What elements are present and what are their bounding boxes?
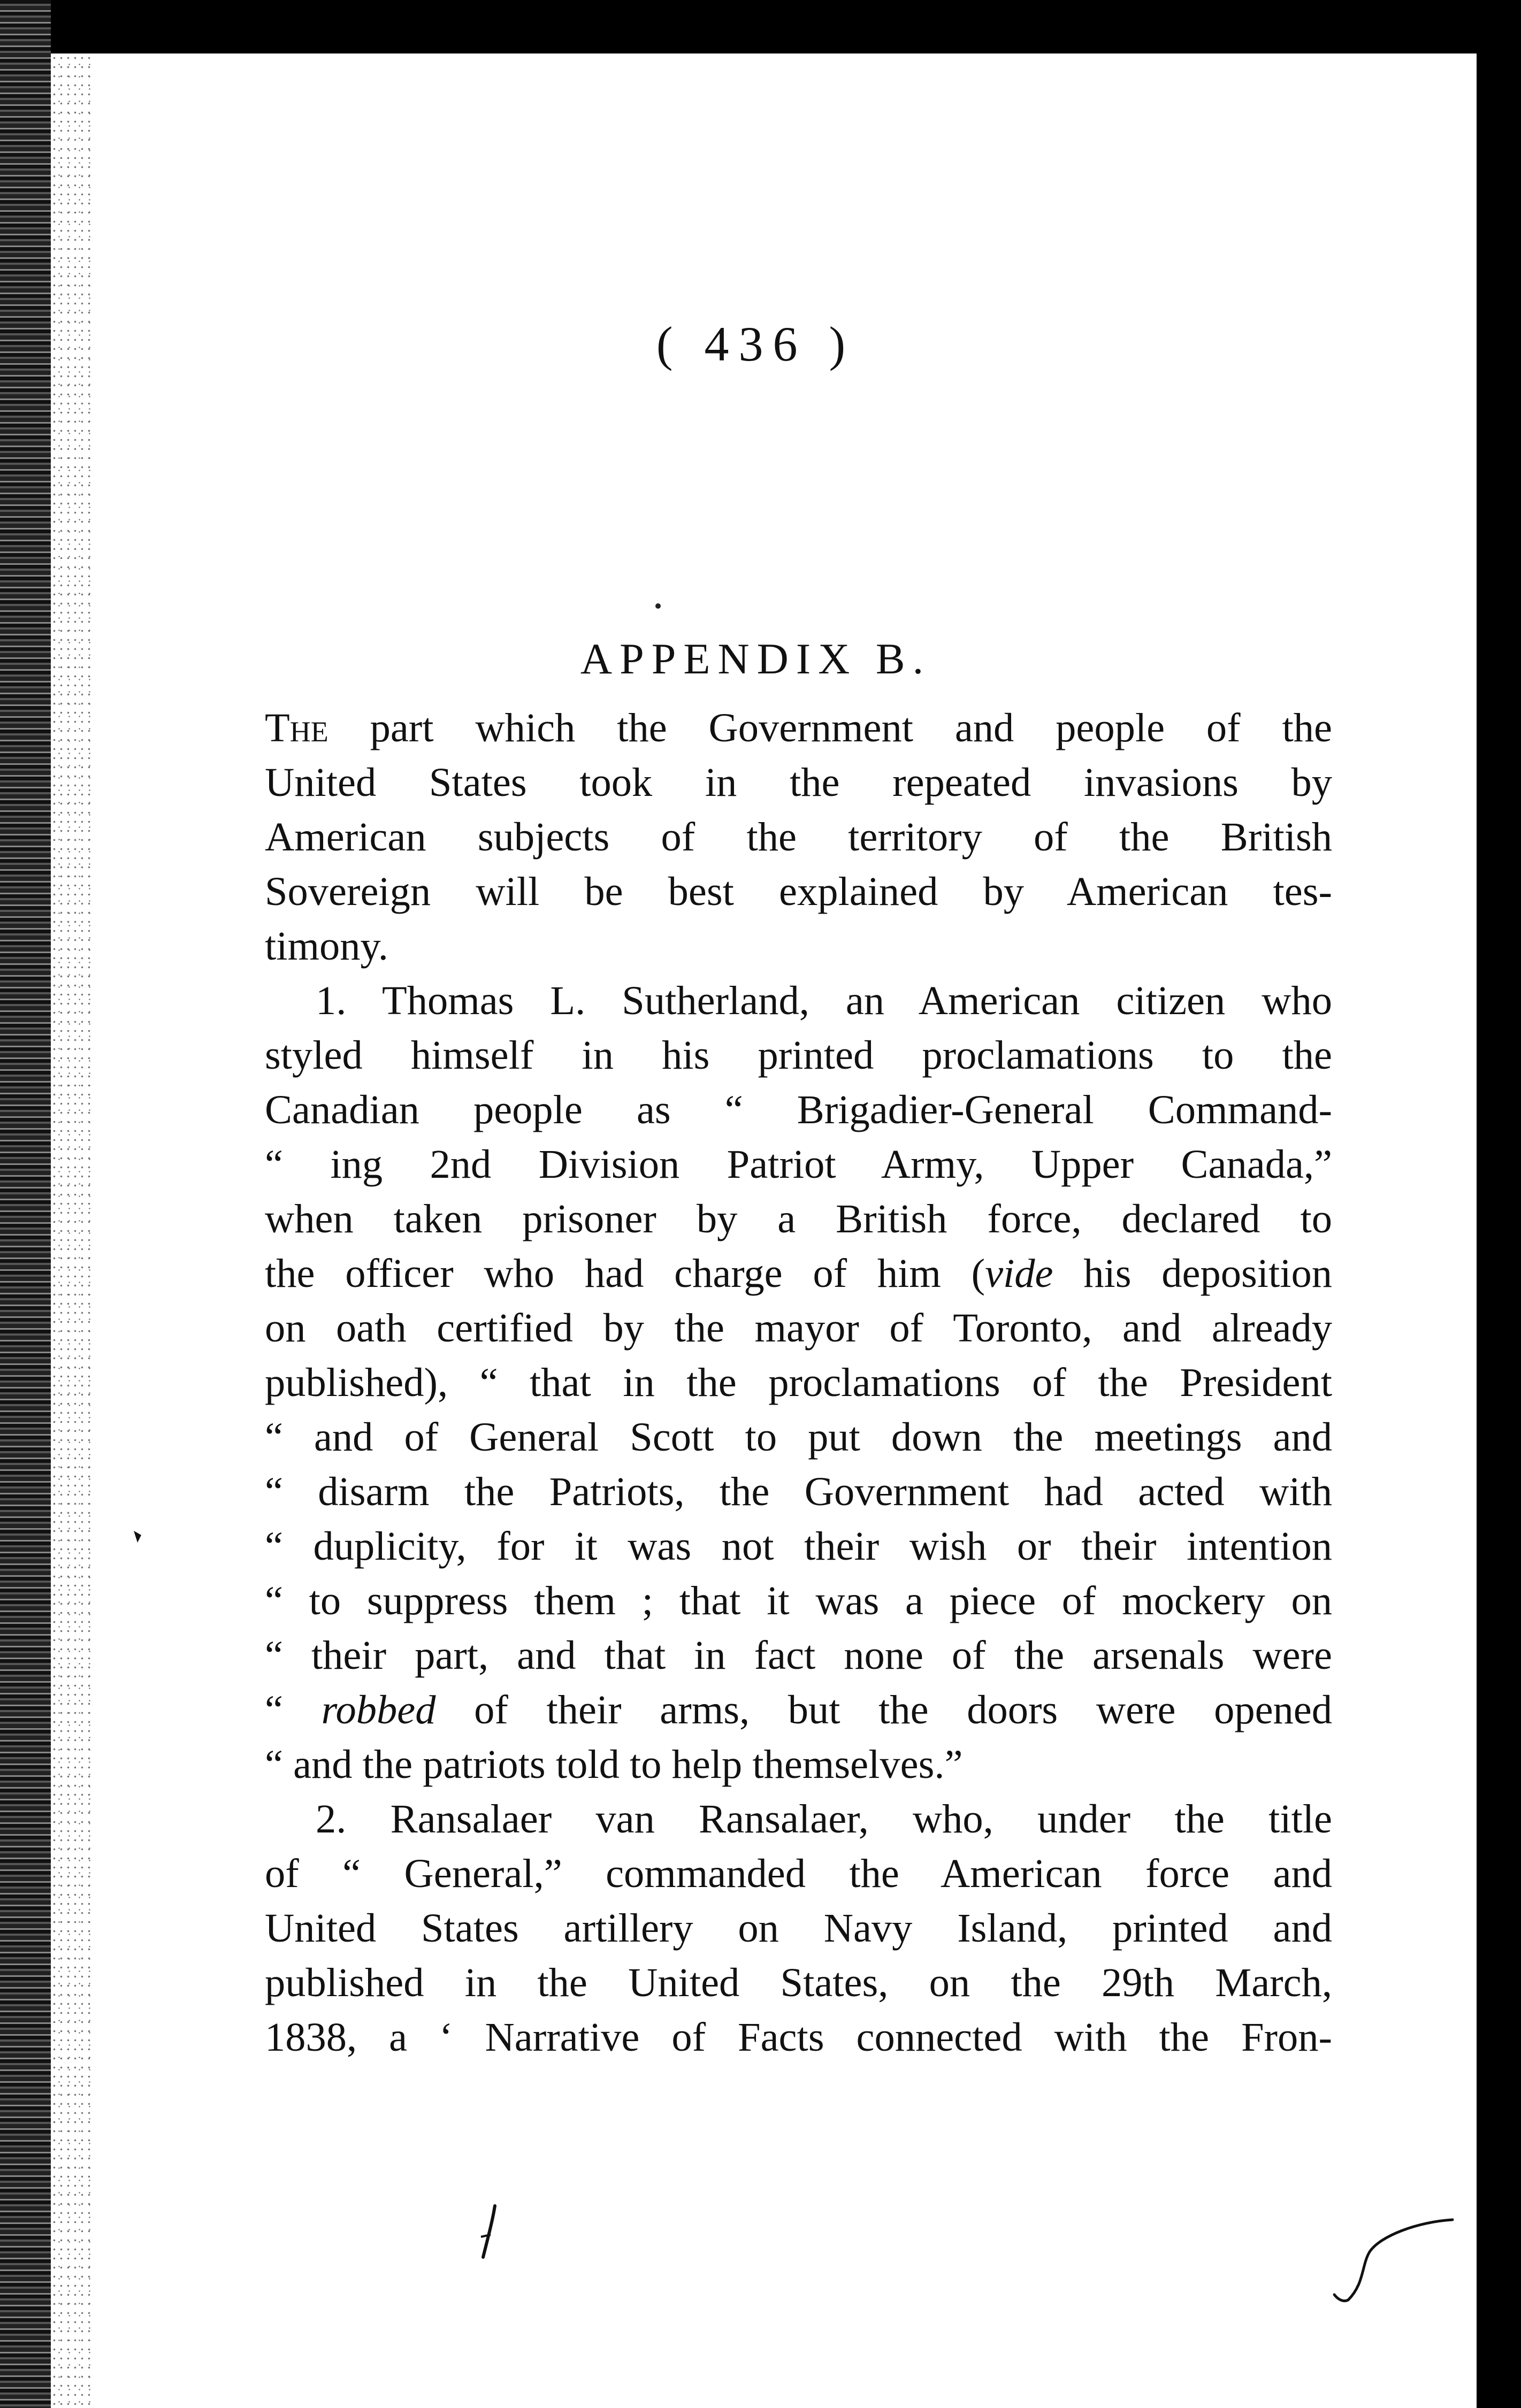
text-line: “ duplicity, for it was not their wish or their intention: [265, 1523, 1332, 1569]
text-line: [265, 1246, 1332, 1301]
pencil-flourish: [1332, 2214, 1455, 2305]
binding-gutter: [0, 0, 51, 2408]
text-line: “ their part, and that in fact none of the arsenals were: [265, 1632, 1332, 1678]
line-text: his deposition: [1053, 1251, 1333, 1296]
text-line: Canadian people as “ Brigadier-General Command-: [265, 1087, 1332, 1132]
page-number: ( 436 ): [656, 317, 855, 371]
text-line: [265, 1683, 1332, 1737]
line-text: part which the Government and people of the: [328, 705, 1332, 750]
appendix-heading: APPENDIX B.: [580, 634, 931, 683]
text-line: “ ing 2nd Division Patriot Army, Upper Canada,”: [265, 1141, 1332, 1187]
text-line: [265, 701, 1332, 755]
ink-dot: [655, 603, 661, 609]
pencil-mark: [479, 2204, 500, 2263]
lead-word: The: [265, 705, 328, 750]
line-text: of their arms, but the doors were opened: [435, 1687, 1332, 1732]
text-line: Sovereign will be best explained by American tes-: [265, 869, 1332, 914]
text-line: 1838, a ‘ Narrative of Facts connected with the Fron-: [265, 2014, 1332, 2060]
text-line: 2. Ransalaer van Ransalaer, who, under the title: [316, 1796, 1332, 1842]
gutter-speckle: [51, 53, 94, 2408]
text-line: “ and of General Scott to put down the meetings and: [265, 1414, 1332, 1460]
text-line: “ disarm the Patriots, the Government had acted with: [265, 1469, 1332, 1514]
page-edge-margin: [1461, 53, 1477, 2408]
text-line: “ to suppress them ; that it was a piece of mockery on: [265, 1578, 1332, 1623]
text-line: of “ General,” commanded the American force and: [265, 1851, 1332, 1896]
italic-word: robbed: [321, 1687, 436, 1732]
text-line: published in the United States, on the 29th March,: [265, 1960, 1332, 2005]
page-edge-shadow: [1477, 59, 1521, 2408]
text-line: timony.: [265, 923, 388, 969]
text-line: styled himself in his printed proclamations to the: [265, 1032, 1332, 1078]
line-text: “: [265, 1687, 322, 1732]
body-text: [265, 701, 1332, 2065]
text-line: on oath certified by the mayor of Toronto, and already: [265, 1305, 1332, 1351]
italic-word: vide: [985, 1251, 1053, 1296]
text-line: published), “ that in the proclamations of the President: [265, 1360, 1332, 1405]
text-line: “ and the patriots told to help themselves.”: [265, 1742, 963, 1787]
ink-blot-mark: [133, 1530, 142, 1544]
text-line: United States took in the repeated invasions by: [265, 760, 1332, 805]
text-line: American subjects of the territory of the British: [265, 814, 1332, 860]
text-line: United States artillery on Navy Island, printed and: [265, 1905, 1332, 1951]
text-line: 1. Thomas L. Sutherland, an American citizen who: [316, 978, 1332, 1023]
line-text: the officer who had charge of him (: [265, 1251, 985, 1296]
text-line: when taken prisoner by a British force, declared to: [265, 1196, 1332, 1241]
